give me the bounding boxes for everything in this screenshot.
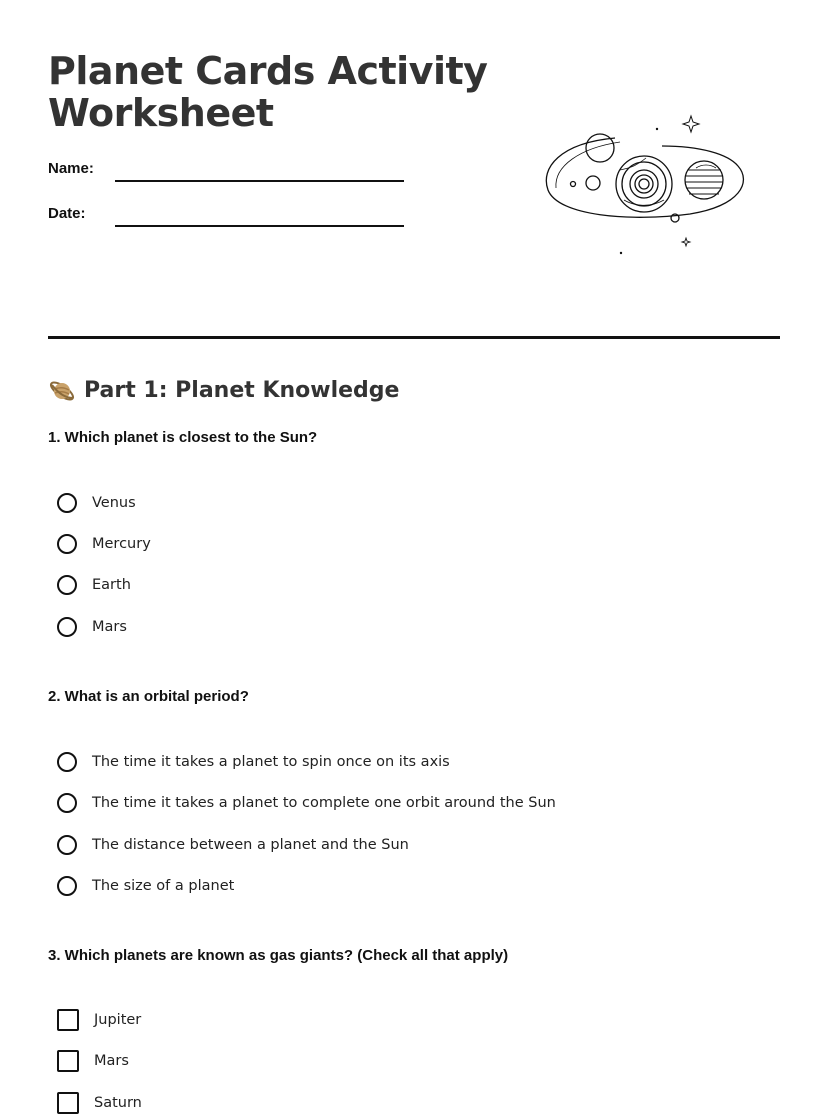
radio-button[interactable] bbox=[57, 575, 77, 595]
name-label: Name: bbox=[48, 160, 94, 177]
option-label: Mercury bbox=[92, 536, 151, 552]
radio-button[interactable] bbox=[57, 835, 77, 855]
checkbox[interactable] bbox=[57, 1092, 79, 1114]
q1-option-earth[interactable] bbox=[57, 572, 131, 598]
q2-option-3[interactable] bbox=[57, 832, 409, 858]
q1-option-mars[interactable] bbox=[57, 614, 127, 640]
radio-button[interactable] bbox=[57, 752, 77, 772]
q2-option-4[interactable] bbox=[57, 873, 234, 899]
option-label: The distance between a planet and the Sun bbox=[92, 837, 409, 853]
option-label: The time it takes a planet to spin once on its axis bbox=[92, 754, 450, 770]
ringed-planet-icon bbox=[48, 376, 76, 404]
radio-button[interactable] bbox=[57, 617, 77, 637]
q3-option-jupiter[interactable] bbox=[57, 1007, 141, 1033]
date-field bbox=[48, 205, 408, 235]
name-input-line[interactable] bbox=[115, 180, 404, 182]
question-1: 1. Which planet is closest to the Sun? bbox=[48, 429, 318, 446]
name-field bbox=[48, 160, 408, 190]
date-label: Date: bbox=[48, 205, 86, 222]
q3-option-mars[interactable] bbox=[57, 1048, 129, 1074]
radio-button[interactable] bbox=[57, 493, 77, 513]
section-divider bbox=[48, 336, 780, 339]
q3-option-saturn[interactable] bbox=[57, 1090, 142, 1116]
option-label: The size of a planet bbox=[92, 878, 235, 894]
solar-system-illustration bbox=[540, 108, 750, 260]
date-input-line[interactable] bbox=[115, 225, 404, 227]
q2-option-2[interactable] bbox=[57, 790, 556, 816]
page-title: Planet Cards Activity Worksheet bbox=[48, 49, 488, 135]
option-label: Mars bbox=[92, 619, 127, 635]
radio-button[interactable] bbox=[57, 793, 77, 813]
q1-option-mercury[interactable] bbox=[57, 531, 151, 557]
option-label: The time it takes a planet to complete one orbit around the Sun bbox=[92, 795, 556, 811]
option-label: Earth bbox=[92, 577, 131, 593]
radio-button[interactable] bbox=[57, 534, 77, 554]
option-label: Saturn bbox=[94, 1095, 142, 1111]
question-2: 2. What is an orbital period? bbox=[48, 688, 249, 705]
checkbox[interactable] bbox=[57, 1050, 79, 1072]
checkbox[interactable] bbox=[57, 1009, 79, 1031]
option-label: Jupiter bbox=[94, 1012, 142, 1028]
part1-title: Part 1: Planet Knowledge bbox=[84, 377, 400, 403]
option-label: Venus bbox=[92, 495, 136, 511]
q2-option-1[interactable] bbox=[57, 749, 450, 775]
question-3: 3. Which planets are known as gas giants? (Check all that apply) bbox=[48, 947, 509, 964]
part1-heading bbox=[48, 374, 399, 406]
q1-option-venus[interactable] bbox=[57, 490, 136, 516]
radio-button[interactable] bbox=[57, 876, 77, 896]
option-label: Mars bbox=[94, 1053, 129, 1069]
